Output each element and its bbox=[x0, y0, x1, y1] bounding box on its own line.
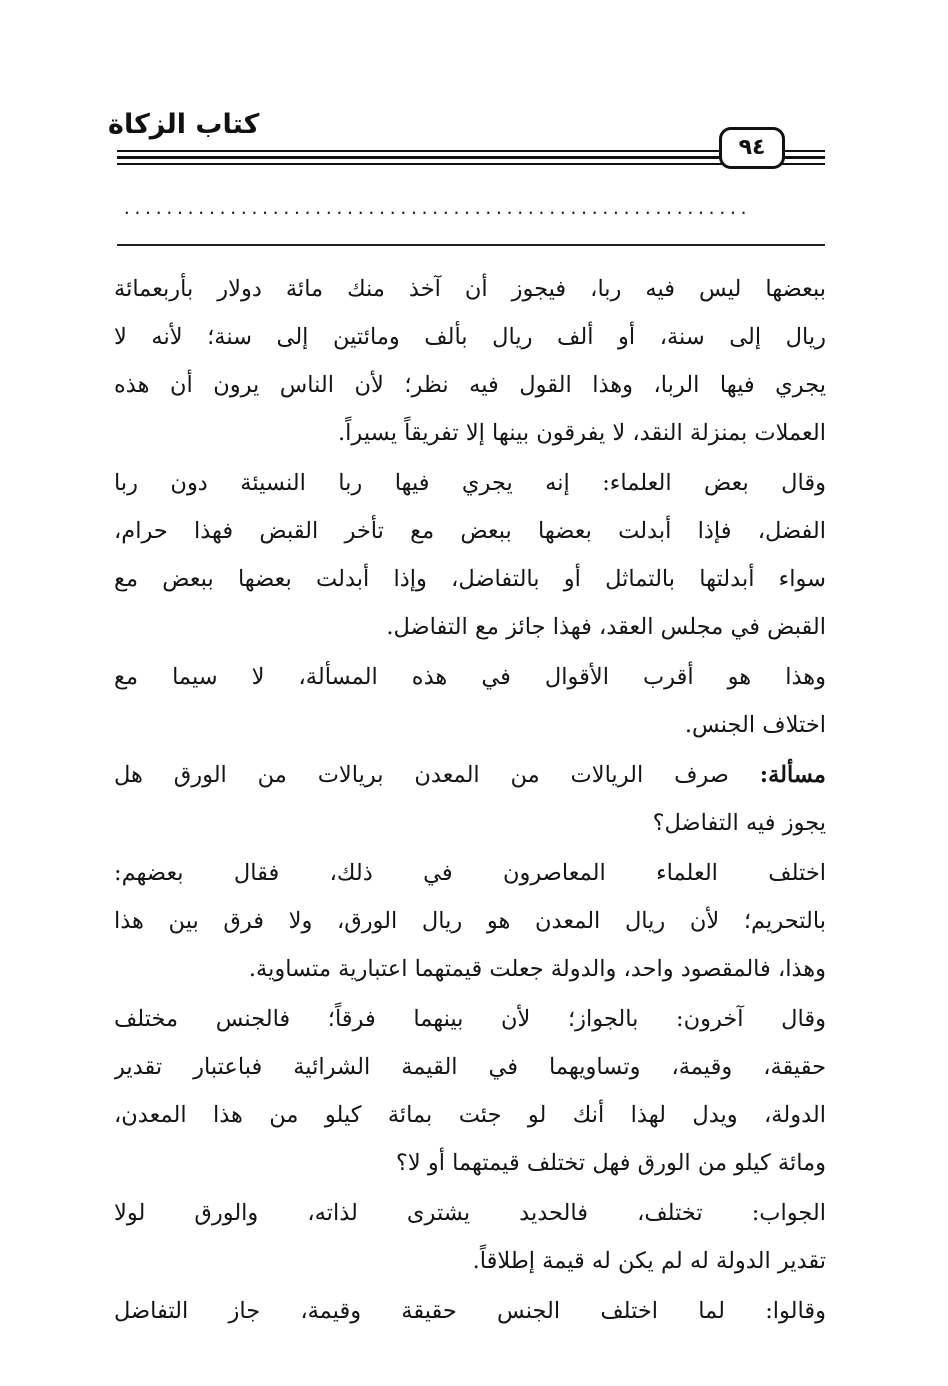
text-line: وقال بعض العلماء: إنه يجري فيها ربا النسيئة دون ربا bbox=[114, 470, 826, 496]
running-head-title: كتاب الزكاة bbox=[108, 109, 260, 140]
issue-term: مسألة: bbox=[759, 762, 826, 788]
text-line: يجري فيها الربا، وهذا القول فيه نظر؛ لأن الناس يرون أن هذه bbox=[114, 372, 826, 398]
paragraph bbox=[114, 751, 826, 847]
text-line: سواء أبدلتها بالتماثل أو بالتفاضل، وإذا أبدلت بعضها ببعض مع bbox=[114, 566, 826, 592]
paragraph bbox=[114, 1287, 826, 1335]
text-line: وهذا هو أقرب الأقوال في هذه المسألة، لا سيما مع bbox=[114, 664, 826, 690]
text-line: ببعضها ليس فيه ربا، فيجوز أن آخذ منك مائة دولار بأربعمائة bbox=[114, 276, 826, 302]
text-line: ريال إلى سنة، أو ألف ريال بألف ومائتين إلى سنة؛ لأنه لا bbox=[114, 324, 826, 350]
header-rule bbox=[117, 163, 825, 165]
text-line bbox=[114, 751, 826, 799]
text-line-rest: صرف الريالات من المعدن بريالات من الورق هل bbox=[114, 762, 760, 788]
text-line: ومائة كيلو من الورق فهل تختلف قيمتهما أو لا؟ bbox=[395, 1150, 826, 1176]
paragraph bbox=[114, 849, 826, 993]
text-line: حقيقة، وقيمة، وتساويهما في القيمة الشرائية فباعتبار تقدير bbox=[114, 1054, 826, 1080]
text-line: يجوز فيه التفاضل؟ bbox=[652, 810, 826, 836]
text-line: اختلف العلماء المعاصرون في ذلك، فقال بعضهم: bbox=[114, 860, 826, 886]
text-line: بالتحريم؛ لأن ريال المعدن هو ريال الورق، ولا فرق بين هذا bbox=[114, 908, 826, 934]
page-number: ٩٤ bbox=[719, 127, 785, 169]
text-line: اختلاف الجنس. bbox=[684, 712, 826, 738]
text-line: وقالوا: لما اختلف الجنس حقيقة وقيمة، جاز التفاضل bbox=[114, 1298, 826, 1324]
paragraph bbox=[114, 1189, 826, 1285]
text-line: القبض في مجلس العقد، فهذا جائز مع التفاضل. bbox=[386, 614, 826, 640]
text-line: وهذا، فالمقصود واحد، والدولة جعلت قيمتهما اعتبارية متساوية. bbox=[248, 956, 826, 982]
text-line: وقال آخرون: بالجواز؛ لأن بينهما فرقاً؛ فالجنس مختلف bbox=[114, 1006, 826, 1032]
paragraph bbox=[114, 459, 826, 651]
text-line: الفضل، فإذا أبدلت بعضها ببعض مع تأخر القبض فهذا حرام، bbox=[114, 518, 826, 544]
text-line: العملات بمنزلة النقد، لا يفرقون بينها إلا تفريقاً يسيراً. bbox=[338, 420, 826, 446]
footnote-dotted-line: ........................................................... bbox=[122, 202, 750, 216]
text-line: الدولة، ويدل لهذا أنك لو جئت بمائة كيلو من هذا المعدن، bbox=[114, 1102, 826, 1128]
paragraph bbox=[114, 995, 826, 1187]
paragraph bbox=[114, 653, 826, 749]
paragraph bbox=[114, 265, 826, 457]
footnote-separator bbox=[117, 244, 825, 246]
text-line: الجواب: تختلف، فالحديد يشترى لذاته، والورق لولا bbox=[114, 1200, 826, 1226]
body-text bbox=[114, 265, 826, 1335]
text-line: تقدير الدولة له لم يكن له قيمة إطلاقاً. bbox=[472, 1248, 826, 1274]
